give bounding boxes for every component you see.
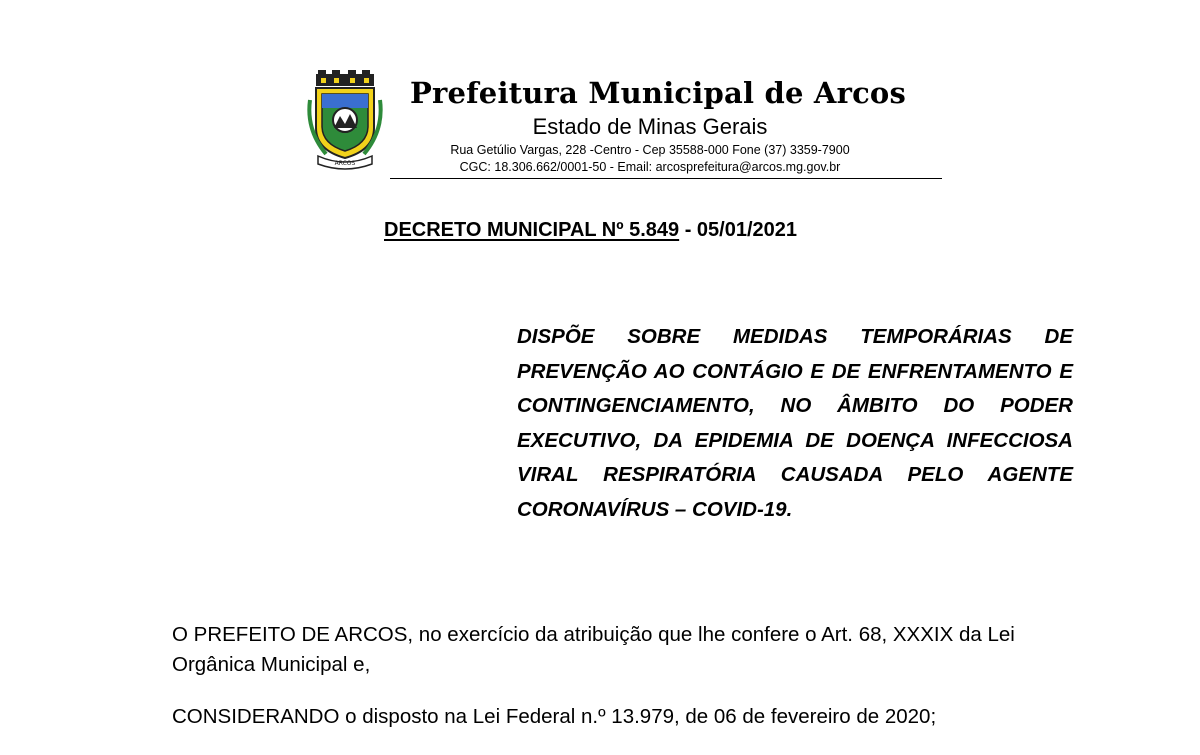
header-title: Prefeitura Municipal de Arcos <box>410 76 906 110</box>
header-address: Rua Getúlio Vargas, 228 -Centro - Cep 35588-000 Fone (37) 3359-7900 <box>450 143 850 157</box>
decree-number: DECRETO MUNICIPAL Nº 5.849 <box>384 219 680 241</box>
header-divider <box>390 178 942 179</box>
body-paragraph-1: O PREFEITO DE ARCOS, no exercício da atribuição que lhe confere o Art. 68, XXXIX da Lei Orgânica Municipal e, <box>172 623 1015 676</box>
decree-date: - 05/01/2021 <box>679 219 798 241</box>
header-contact: CGC: 18.306.662/0001-50 - Email: arcosprefeitura@arcos.mg.gov.br <box>459 160 841 174</box>
decree-ementa: DISPÕE SOBRE MEDIDAS TEMPORÁRIAS DE PREVENÇÃO AO CONTÁGIO E DE ENFRENTAMENTO E CONTINGENCIAMENTO, NO ÂMBITO DO PODER EXECUTIVO, DA EPIDEMIA DE DOENÇA INFECCIOSA VIRAL RESPIRATÓRIA CAUSADA PELO AGENTE CORONAVÍRUS – COVID-19. <box>517 325 1073 521</box>
decree-title <box>384 219 797 242</box>
municipal-crest-icon <box>304 70 386 170</box>
header-subtitle: Estado de Minas Gerais <box>532 114 768 139</box>
body-paragraph-2: CONSIDERANDO o disposto na Lei Federal n.º 13.979, de 06 de fevereiro de 2020; <box>172 705 937 728</box>
svg-text:ARCOS: ARCOS <box>334 160 356 167</box>
